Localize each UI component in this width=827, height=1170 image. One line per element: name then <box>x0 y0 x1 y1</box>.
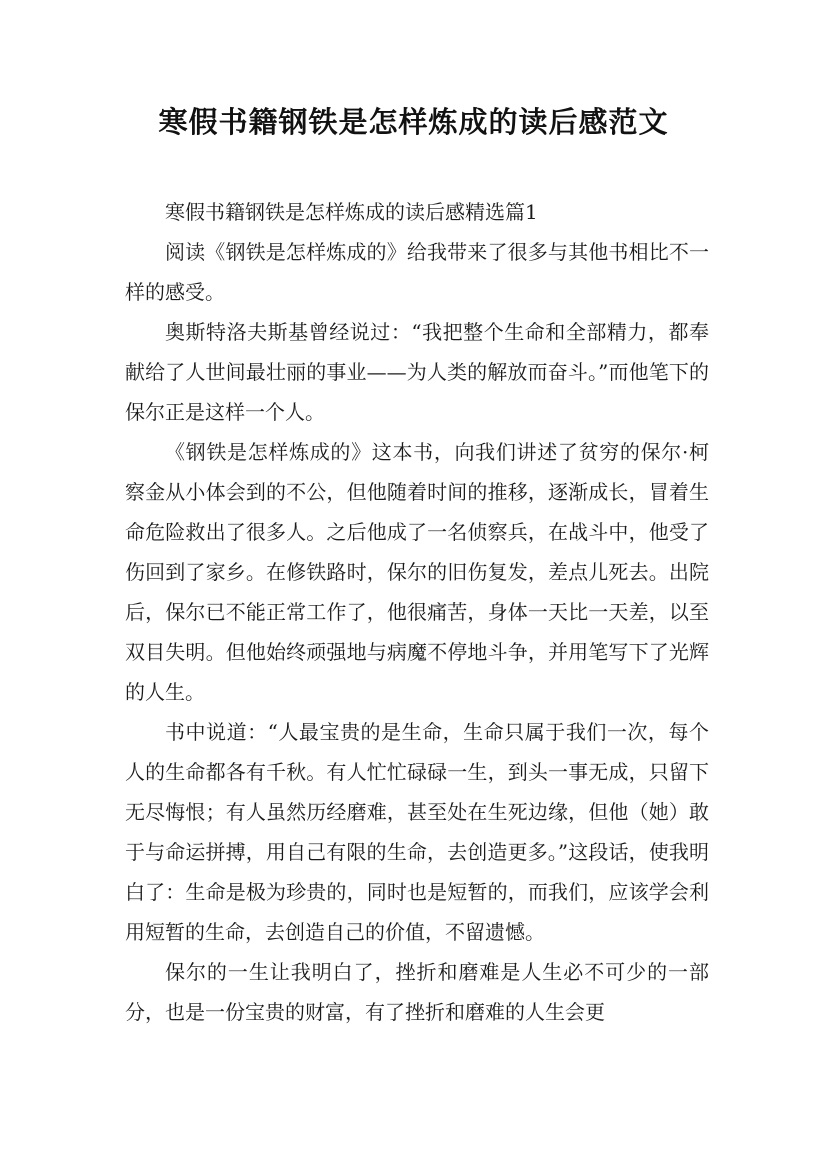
paragraph: 阅读《钢铁是怎样炼成的》给我带来了很多与其他书相比不一样的感受。 <box>125 240 709 304</box>
paragraph: 保尔的一生让我明白了，挫折和磨难是人生必不可少的一部分，也是一份宝贵的财富，有了挫折和磨难的人生会更 <box>125 960 709 1024</box>
document-title: 寒假书籍钢铁是怎样炼成的读后感范文 <box>158 105 669 139</box>
paragraph: 《钢铁是怎样炼成的》这本书，向我们讲述了贫穷的保尔·柯察金从小体会到的不公，但他随着时间的推移，逐渐成长，冒着生命危险救出了很多人。之后他成了一名侦察兵，在战斗中，他受了伤回到了家乡。在修铁路时，保尔的旧伤复发，差点儿死去。出院后，保尔已不能正常工作了，他很痛苦，身体一天比一天差，以至双目失明。但他始终顽强地与病魔不停地斗争，并用笔写下了光辉的人生。 <box>125 440 709 704</box>
section-heading: 寒假书籍钢铁是怎样炼成的读后感精选篇1 <box>165 200 538 224</box>
paragraph: 奥斯特洛夫斯基曾经说过：“我把整个生命和全部精力，都奉献给了人世间最壮丽的事业——为人类的解放而奋斗。”而他笔下的保尔正是这样一个人。 <box>125 320 709 424</box>
document-body <box>125 192 709 1032</box>
paragraph: 书中说道：“人最宝贵的是生命，生命只属于我们一次，每个人的生命都各有千秋。有人忙忙碌碌一生，到头一事无成，只留下无尽悔恨；有人虽然历经磨难，甚至处在生死边缘，但他（她）敢于与命运拼搏，用自己有限的生命，去创造更多。”这段话，使我明白了：生命是极为珍贵的，同时也是短暂的，而我们，应该学会利用短暂的生命，去创造自己的价值，不留遗憾。 <box>125 720 709 944</box>
